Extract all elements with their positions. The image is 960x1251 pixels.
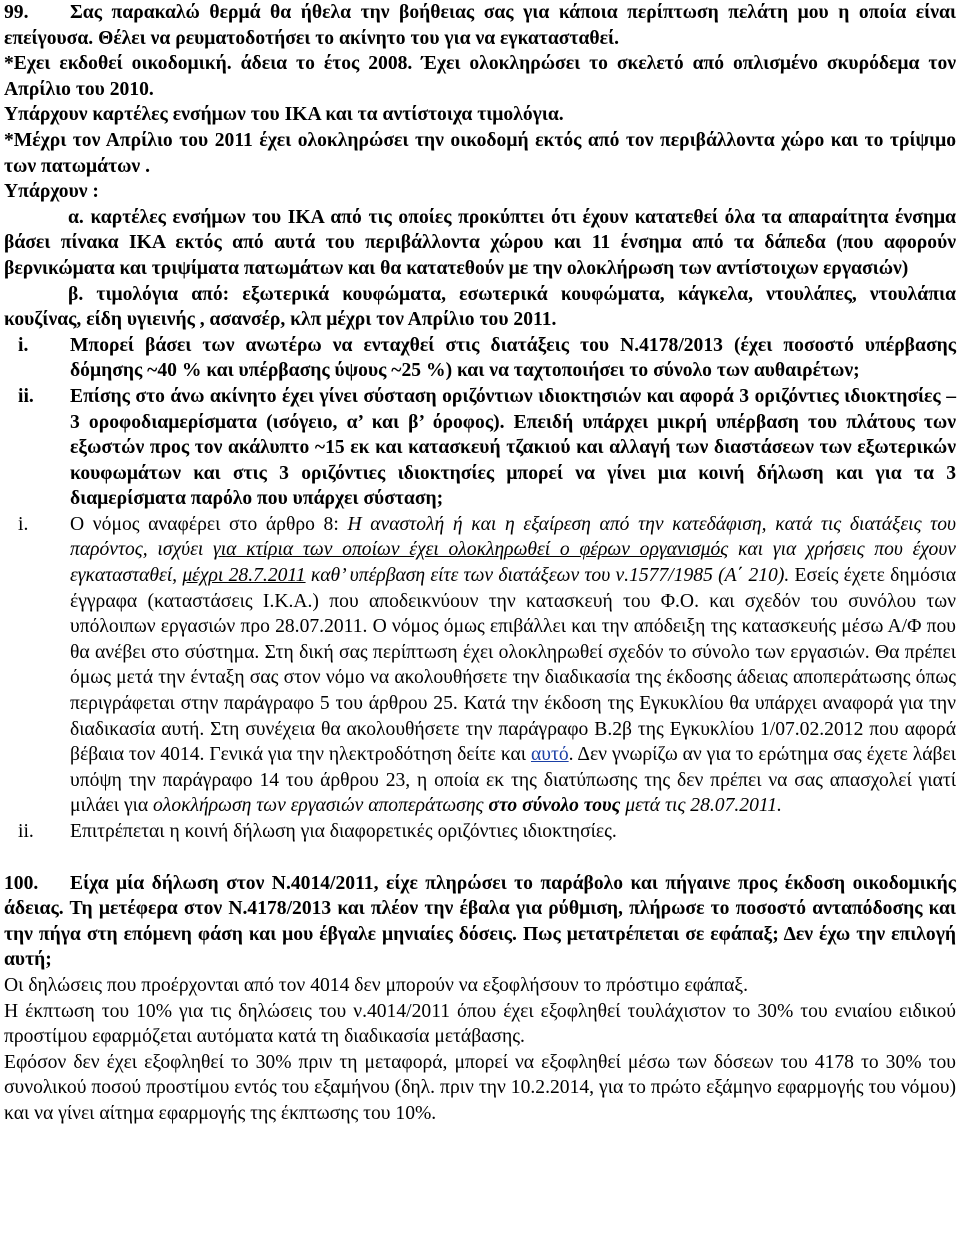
law-quote: και για χρήσεις που έχουν εγκατασταθεί, — [70, 539, 957, 587]
reference-link[interactable]: αυτό — [530, 744, 569, 766]
answer-text: Εσείς έχετε δημόσια έγγραφα (καταστάσεις Ι.Κ.Α.) που αποδεικνύουν την κατασκευή του Φ.Ο. και σχεδόν του συνόλου των υπόλοιπων εργασιών προ 28.07.2011. Ο νόμος όμως επιβάλλει και την απόδειξη της κατασκευής μέσω Α/Φ που θα ανέβει στο σύστημα. Στη δική σας περίπτωση έχει ολοκληρωθεί σχεδόν το σύνολο των εργασιών. Θα πρέπει όμως μετά την ένταξη σας στον νόμο να ακολουθήσετε την διαδικασία της έκδοσης άδειας αποπεράτωσης όπως περιγράφεται στην παράγραφο 5 του άρθρου 25. Κατά την έκδοση της Εγκυκλίου θα υπάρχει αναφορά για την διαδικασία αυτή. Στη συνέχεια θα ακολουθήσετε την παράγραφο Β.2β της Εγκυκλίου 1/07.02.2012 που αφορά βέβαια τον 4014. Γενικά για την ηλεκτροδότηση δείτε και — [70, 565, 956, 766]
question-99-sub-i-text: Μπορεί βάσει των ανωτέρω να ενταχθεί στις διατάξεις του Ν.4178/2013 (έχει ποσοστό υπέρβασης δόμησης ~40 % και υπέρβασης ύψους ~25 %) και να ταχτοποιήσει το σύνολο των αυθαιρέτων; — [70, 334, 956, 382]
question-100 — [4, 871, 956, 973]
question-number: 100. — [4, 872, 39, 894]
answer-99-i — [4, 512, 956, 819]
question-99-beta: β. τιμολόγια από: εξωτερικά κουφώματα, εσωτερικά κουφώματα, κάγκελα, ντουλάπες, ντουλάπια κουζίνας, είδη υγιεινής , ασανσέρ, κλπ μέχρι τον Απρίλιο του 2011. — [4, 283, 956, 331]
bold-italic-phrase: στο σύνολο τους — [488, 795, 621, 817]
law-quote: Η αναστολή ή και η εξαίρεση από την κατεδάφιση, κατά τις διατάξεις του παρόντος, ισχύει — [70, 513, 956, 561]
question-99-sub-i — [4, 333, 956, 384]
answer-99-ii-text: Επιτρέπεται η κοινή δήλωση για διαφορετικές οριζόντιες ιδιοκτησίες. — [70, 821, 617, 842]
answer-100-p3: Εφόσον δεν έχει εξοφληθεί το 30% πριν τη μεταφορά, μπορεί να εξοφληθεί μέσω των δόσεων του 4178 το 30% του συνολικού ποσού προστίμου εντός του εξαμήνου (δηλ. πριν την 10.2.2014, για το πρώτο εξάμηνο εφαρμογής του νόμου) και να γίνει αίτημα εφαρμογής της έκπτωσης του 10%. — [4, 1051, 956, 1124]
question-99-sub-ii-text: Επίσης στο άνω ακίνητο έχει γίνει σύσταση οριζόντιων ιδιοκτησιών και αφορά 3 οριζόντιες ιδιοκτησίες – 3 οροφοδιαμερίσματα (ισόγειο, α’ και β’ όροφος). Επειδή υπάρχει μικρή υπέρβαση του πλάτους των εξωστών προς τον ακάλυπτο ~15 εκ και κατασκευή τζακιού και αλλαγή των διαστάσεων των εξωτερικών κουφωμάτων και στις 3 οριζόντιες ιδιοκτησίες μπορεί να γίνει μια κοινή δήλωση και για τα 3 διαμερίσματα παρόλο που υπάρχει σύσταση; — [70, 385, 956, 510]
question-99-line1: Σας παρακαλώ θερμά θα ήθελα την βοήθειας σας για κάποια περίπτωση πελάτη μου η οποία είναι επείγουσα. Θέλει να ρευματοδοτήσει το ακίνητο του για να εγκατασταθεί. — [4, 2, 956, 49]
law-quote-date: μέχρι 28.7.2011 — [182, 565, 306, 587]
question-99-line4: *Μέχρι τον Απρίλιο του 2011 έχει ολοκληρώσει την οικοδομή εκτός από τον περιβάλλοντα χώρο και το τρίψιμο των πατωμάτων . — [4, 129, 956, 177]
law-quote-underlined: για κτίρια των οποίων έχει ολοκληρωθεί ο φέρων οργανισμός — [213, 539, 729, 561]
answer-99-ii — [4, 819, 956, 845]
question-99-line5: Υπάρχουν : — [4, 181, 99, 203]
answer-100-p1: Οι δηλώσεις που προέρχονται από τον 4014 δεν μπορούν να εξοφλήσουν το πρόστιμο εφάπαξ. — [4, 974, 749, 996]
list-marker: ii. — [18, 821, 34, 842]
answer-99-i-text — [70, 512, 956, 819]
law-quote: καθ’ υπέρβαση είτε των διατάξεων του ν.1577/1985 (Α΄ 210). — [305, 565, 790, 587]
italic-phrase: ολοκλήρωση των εργασιών αποπεράτωσης — [153, 795, 489, 817]
question-99 — [4, 0, 956, 51]
answer-text: Ο νόμος αναφέρει στο άρθρο 8: — [70, 513, 348, 535]
answer-text: . Δεν γνωρίζω αν για το ερώτημα σας έχετε λάβει υπόψη την παράγραφο 14 του άρθρου 23, η οποία εκ της διατύπωσης της δεν πρέπει να σας απασχολεί γιατί μιλάει για — [70, 744, 956, 817]
question-99-alpha: α. καρτέλες ενσήμων του ΙΚΑ από τις οποίες προκύπτει ότι έχουν κατατεθεί όλα τα απαραίτητα ένσημα βάσει πίνακα ΙΚΑ εκτός από αυτά του περιβάλλοντα χώρου και 11 ένσημα από τα δάπεδα (που αφορούν βερνικώματα και τριψίματα πατωμάτων και θα κατατεθούν με την ολοκλήρωση των αντίστοιχων εργασιών) — [4, 206, 956, 279]
question-100-text: Είχα μία δήλωση στον Ν.4014/2011, είχε πληρώσει το παράβολο και πήγαινε προς έκδοση οικοδομικής άδειας. Τη μετέφερα στον Ν.4178/2013 και πλέον την έβαλα για ρύθμιση, πλήρωσε το ποσοστό ανταπόδοσης και την πήγα στη επόμενη φάση και μου έβγαλε μηνιαίες δόσεις. Πως μετατρέπεται σε εφάπαξ; Δεν έχω την επιλογή αυτή; — [4, 872, 956, 971]
spacer — [4, 845, 956, 871]
question-number: 99. — [4, 2, 29, 23]
list-marker: i. — [18, 334, 29, 356]
list-marker: i. — [18, 513, 29, 535]
list-marker: ii. — [18, 385, 34, 407]
question-99-sub-ii — [4, 384, 956, 512]
question-99-line3: Υπάρχουν καρτέλες ενσήμων του ΙΚΑ και τα αντίστοιχα τιμολόγια. — [4, 104, 564, 126]
answer-100-p2: Η έκπτωση του 10% για τις δηλώσεις του ν.4014/2011 όπου έχει εξοφληθεί τουλάχιστον το 30% του ενιαίου ειδικού προστίμου εφαρμόζεται αυτόματα κατά τη διαδικασία μετάβασης. — [4, 1000, 956, 1048]
question-99-line2: *Εχει εκδοθεί οικοδομική. άδεια το έτος 2008. Έχει ολοκληρώσει το σκελετό από οπλισμένο σκυρόδεμα τον Απρίλιο του 2010. — [4, 53, 956, 100]
italic-phrase: μετά τις 28.07.2011. — [620, 795, 782, 817]
